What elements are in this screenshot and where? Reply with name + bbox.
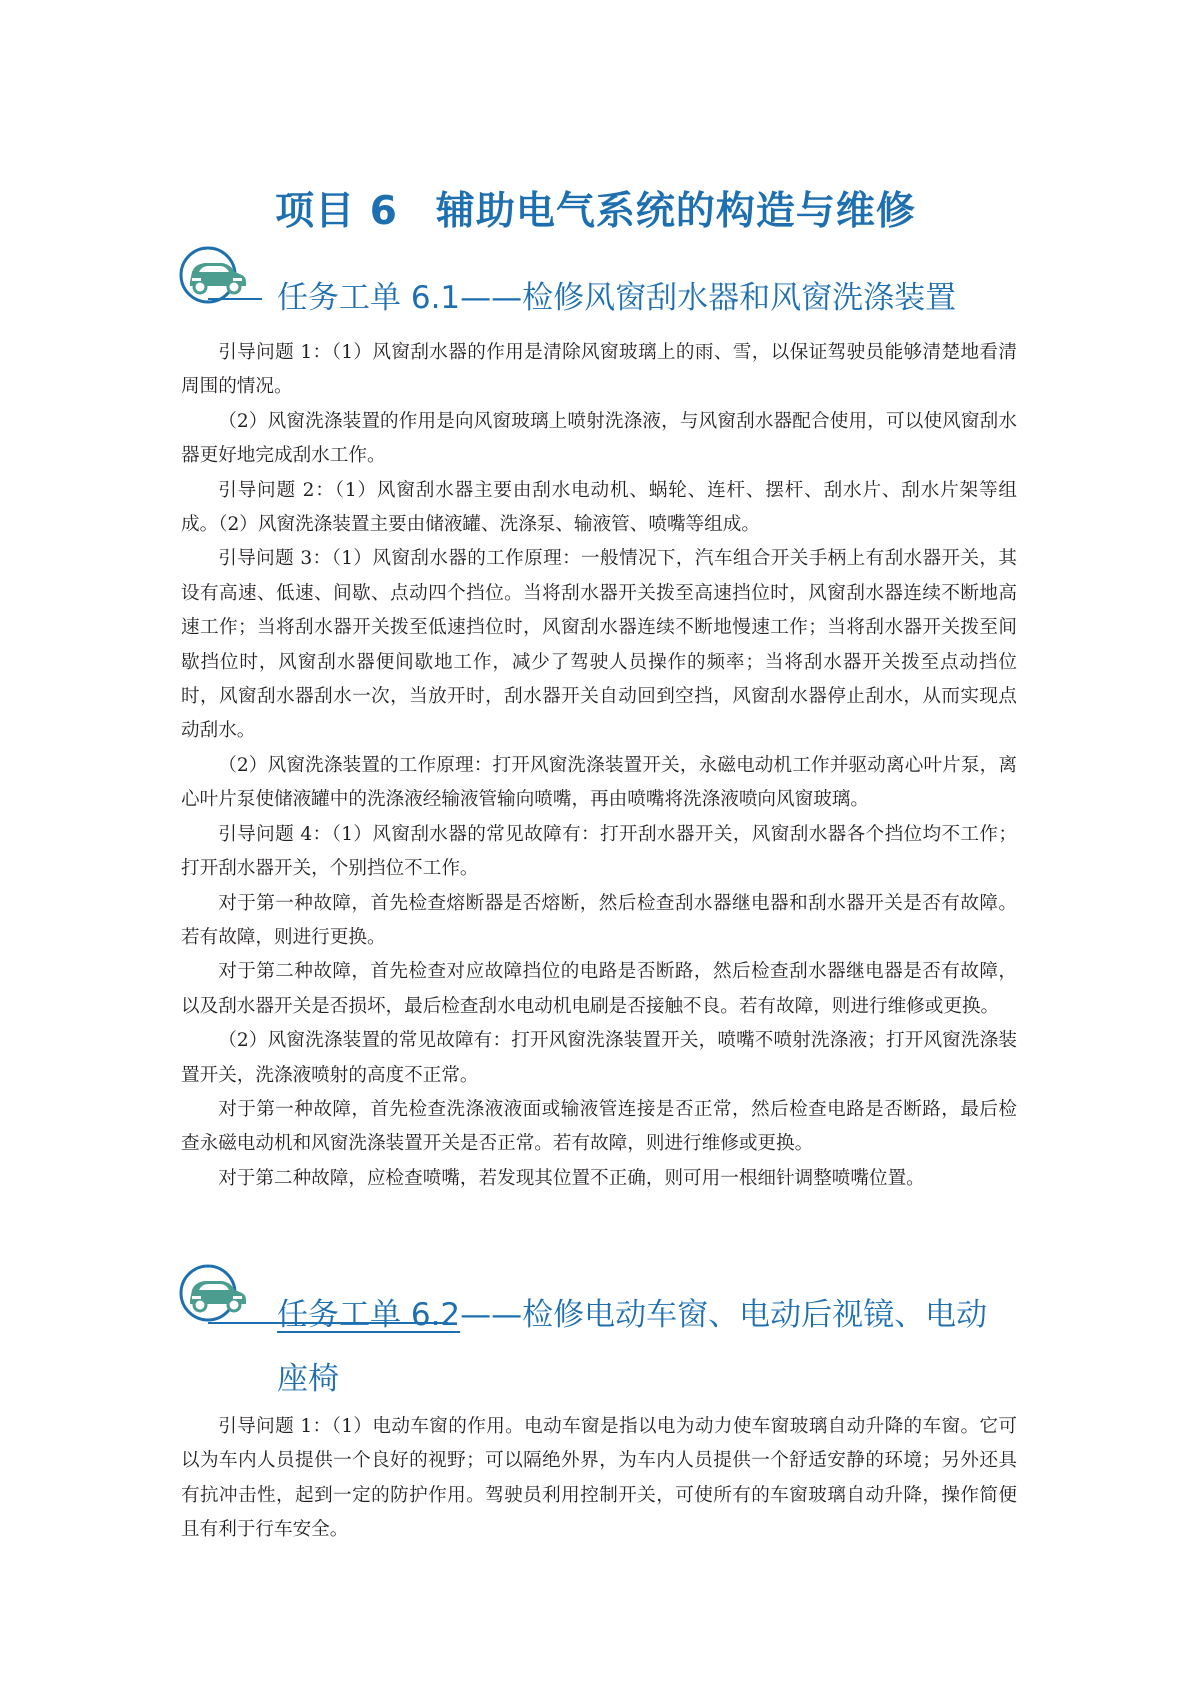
paragraph: 对于第二种故障，首先检查对应故障挡位的电路是否断路，然后检查刮水器继电器是否有故障，以及刮水器开关是否损坏，最后检查刮水电动机电刷是否接触不良。若有故障，则进行维修或更换。 — [181, 961, 1017, 1017]
paragraph: 引导问题 2：（1）风窗刮水器主要由刮水电动机、蜗轮、连杆、摆杆、刮水片、刮水片架等组成。（2）风窗洗涤装置主要由储液罐、洗涤泵、输液管、喷嘴等组成。 — [181, 479, 1017, 536]
page-title — [0, 180, 1191, 236]
paragraph: 引导问题 3：（1）风窗刮水器的工作原理：一般情况下，汽车组合开关手柄上有刮水器开关，其设有高速、低速、间歇、点动四个挡位。当将刮水器开关拨至高速挡位时，风窗刮水器连续不断地高速工作；当将刮水器开关拨至低速挡位时，风窗刮水器连续不断地慢速工作；当将刮水器开关拨至间歇挡位时，风窗刮水器便间歇地工作，减少了驾驶人员操作的频率；当将刮水器开关拨至点动挡位时，风窗刮水器刮水一次，当放开时，刮水器开关自动回到空挡，风窗刮水器停止刮水，从而实现点动刮水。 — [181, 548, 1017, 742]
task-heading-6-2 — [277, 1283, 1017, 1411]
paragraph: （2）风窗洗涤装置的常见故障有：打开风窗洗涤装置开关，喷嘴不喷射洗涤液；打开风窗洗涤装置开关，洗涤液喷射的高度不正常。 — [181, 1030, 1017, 1086]
task-6-1-body — [181, 336, 1017, 1196]
paragraph: 对于第二种故障，应检查喷嘴，若发现其位置不正确，则可用一根细针调整喷嘴位置。 — [218, 1167, 925, 1189]
project-number: 项目 6 — [275, 189, 398, 234]
paragraph: 引导问题 1：（1）电动车窗的作用。电动车窗是指以电为动力使车窗玻璃自动升降的车窗。它可以为车内人员提供一个良好的视野；可以隔绝外界，为车内人员提供一个舒适安静的环境；另外还具有抗冲击性，起到一定的防护作用。驾驶员利用控制开关，可使所有的车窗玻璃自动升降，操作简便且有利于行车安全。 — [181, 1416, 1017, 1541]
task-6-2-body — [181, 1410, 1017, 1548]
paragraph: （2）风窗洗涤装置的工作原理：打开风窗洗涤装置开关，永磁电动机工作并驱动离心叶片泵，离心叶片泵使储液罐中的洗涤液经输液管输向喷嘴，再由喷嘴将洗涤液喷向风窗玻璃。 — [181, 754, 1017, 811]
car-icon — [178, 1262, 262, 1324]
paragraph: 对于第一种故障，首先检查洗涤液液面或输液管连接是否正常，然后检查电路是否断路，最后检查永磁电动机和风窗洗涤装置开关是否正常。若有故障，则进行维修或更换。 — [181, 1098, 1017, 1155]
paragraph: 引导问题 1：（1）风窗刮水器的作用是清除风窗玻璃上的雨、雪，以保证驾驶员能够清楚地看清周围的情况。 — [181, 342, 1017, 398]
car-icon — [178, 244, 262, 306]
paragraph: 对于第一种故障，首先检查熔断器是否熔断，然后检查刮水器继电器和刮水器开关是否有故障。若有故障，则进行更换。 — [181, 892, 1017, 948]
paragraph: （2）风窗洗涤装置的作用是向风窗玻璃上喷射洗涤液，与风窗刮水器配合使用，可以使风窗刮水器更好地完成刮水工作。 — [181, 410, 1017, 467]
paragraph: 引导问题 4：（1）风窗刮水器的常见故障有：打开刮水器开关，风窗刮水器各个挡位均不工作；打开刮水器开关，个别挡位不工作。 — [181, 823, 1017, 880]
task-heading-6-1: 任务工单 6.1——检修风窗刮水器和风窗洗涤装置 — [277, 280, 957, 316]
project-title: 辅助电气系统的构造与维修 — [435, 189, 916, 234]
task-heading-6-2-title: ——检修电动车窗、电动后视镜、电动座椅 — [277, 1297, 988, 1397]
task-heading-6-2-number: 任务工单 6.2 — [277, 1297, 461, 1333]
